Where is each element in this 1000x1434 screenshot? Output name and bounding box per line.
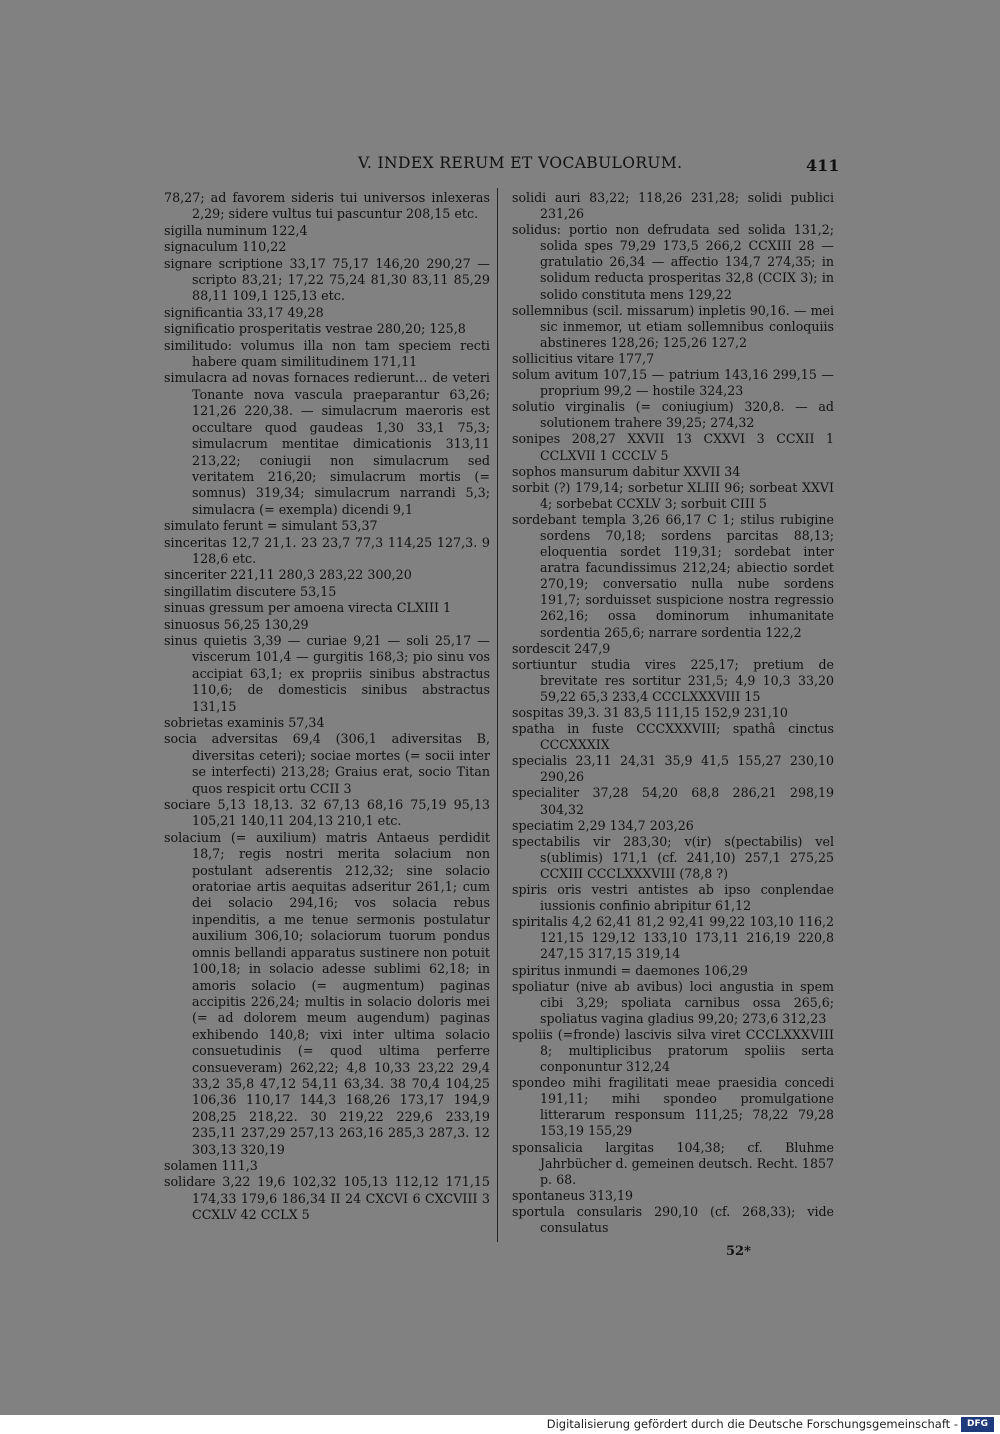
index-entry: sinus quietis 3,39 — curiae 9,21 — soli 25,17 — viscerum 101,4 — gurgitis 168,3; pio sinu vos accipiat 63,1; ex propriis sinibus abstractus 110,6; de domesticis sinibus abstractus 131,15	[164, 632, 490, 714]
index-entry: sigilla numinum 122,4	[164, 222, 308, 238]
index-entry: solidus: portio non defrudata sed solida 131,2; solida spes 79,29 173,5 266,2 CCXIII 28 — gratulatio 26,34 — affectio 134,7 274,35; in solidum reducta prosperitas 32,8 (CCIX 3); in solido constituta mens 129,22	[512, 222, 834, 302]
index-entry: sponsalicia largitas 104,38; cf. Bluhme Jahrbücher d. gemeinen deutsch. Recht. 1857 p. 68.	[512, 1139, 834, 1187]
index-entry: spiritalis 4,2 62,41 81,2 92,41 99,22 103,10 116,2 121,15 129,12 133,10 173,11 216,19 220,8 247,15 317,15 319,14	[512, 914, 834, 962]
index-entry: solidi auri 83,22; 118,26 231,28; solidi publici 231,26	[512, 190, 834, 222]
footer-bar	[0, 1415, 1000, 1434]
index-entry: solidare 3,22 19,6 102,32 105,13 112,12 171,15 174,33 179,6 186,34 II 24 CXCVI 6 CXCVIII 3 CCXLV 42 CCLX 5	[164, 1174, 490, 1223]
index-entry: sociare 5,13 18,13. 32 67,13 68,16 75,19 95,13 105,21 140,11 204,13 210,1 etc.	[164, 797, 490, 829]
index-entry: sospitas 39,3. 31 83,5 111,15 152,9 231,10	[512, 705, 788, 720]
index-entry: significantia 33,17 49,28	[164, 304, 324, 320]
index-entry: spectabilis vir 283,30; v(ir) s(pectabilis) vel s(ublimis) 171,1 (cf. 241,10) 257,1 275,25 CCXIII CCCLXXXVIII (78,8 ?)	[512, 833, 834, 881]
index-entry: sortiuntur studia vires 225,17; pretium de brevitate res sortitur 231,5; 4,9 10,3 33,20 59,22 65,3 233,4 CCCLXXXVIII 15	[512, 656, 834, 704]
index-entry: specialis 23,11 24,31 35,9 41,5 155,27 230,10 290,26	[512, 753, 834, 785]
index-entry: sophos mansurum dabitur XXVII 34	[512, 463, 741, 479]
index-entry: specialiter 37,28 54,20 68,8 286,21 298,19 304,32	[512, 785, 834, 817]
funding-notice: Digitalisierung gefördert durch die Deutsche Forschungsgemeinschaft -	[546, 1417, 958, 1431]
index-entry: similitudo: volumus illa non tam speciem recti habere quam similitudinem 171,11	[164, 337, 490, 370]
index-entry: solacium (= auxilium) matris Antaeus perdidit 18,7; regis nostri merita solacium non postulant adserentis 212,32; sine solacio oratoriae artis aequitas adseritur 261,1; cum dei solacio 294,16; vos solacia rebus inpenditis, a me tenue sermonis postulatur auxilium 306,10; solaciorum tuorum pondus omnis bellandi apparatus sustinere non potuit 100,18; in solacio adesse sublimi 62,18; in amoris solacio (= augmentum) paginas accipitis 226,24; multis in solacio doloris mei (= ad dolorem meum augendum) paginas exhibendo 140,8; vixi inter ultima solacio consuetudinis (= quod ultima perferre consueveram) 262,22; 4,8 10,33 23,22 29,4 33,2 35,8 47,12 54,11 63,34. 38 70,4 104,25 106,36 110,17 144,3 168,26 173,17 194,9 208,25 218,22. 30 219,22 229,6 233,19 235,11 237,29 257,13 263,16 285,3 287,3. 12 303,13 320,19	[164, 829, 490, 1157]
dfg-logo	[961, 1417, 994, 1432]
page-number: 411	[806, 156, 840, 175]
running-header	[0, 152, 1000, 178]
index-entry: sobrietas examinis 57,34	[164, 715, 325, 730]
index-entry: spoliatur (nive ab avibus) loci angustia in spem cibi 3,29; spoliata carnibus ossa 265,6; spoliatus vagina gladius 99,20; 273,6 312,23	[512, 978, 834, 1026]
index-entry: solamen 111,3	[164, 1157, 258, 1173]
index-entry: solum avitum 107,15 — patrium 143,16 299,15 — proprium 99,2 — hostile 324,23	[512, 367, 834, 399]
index-entry: sordescit 247,9	[512, 640, 611, 656]
index-entry: singillatim discutere 53,15	[164, 583, 337, 599]
index-entry: sinceriter 221,11 280,3 283,22 300,20	[164, 567, 412, 583]
index-entry: sinceritas 12,7 21,1. 23 23,7 77,3 114,25 127,3. 9 128,6 etc.	[164, 534, 490, 566]
index-entry: spondeo mihi fragilitati meae praesidia concedi 191,11; mihi spondeo promulgatione litterarum responsum 111,25; 78,22 79,28 153,19 155,29	[512, 1075, 834, 1139]
index-entry: signare scriptione 33,17 75,17 146,20 290,27 — scripto 83,21; 17,22 75,24 81,30 83,11 85,29 88,11 109,1 125,13 etc.	[164, 255, 490, 304]
index-entry: simulato ferunt = simulant 53,37	[164, 518, 378, 534]
column-divider	[497, 188, 498, 1242]
index-entry: sportula consularis 290,10 (cf. 268,33); vide consulatus	[512, 1203, 834, 1235]
index-entry: signaculum 110,22	[164, 239, 287, 255]
index-entry: spiris oris vestri antistes ab ipso conplendae iussionis confinio abripitur 61,12	[512, 882, 834, 914]
index-entry: simulacra ad novas fornaces redierunt… de veteri Tonante nova vascula praeparantur 63,26; 121,26 220,38. — simulacrum maeroris est occultare quod gaudeas 1,30 33,1 75,3; simulacrum mentitae dimicationis 313,11 213,22; coniugii non simulacrum sed veritatem 216,20; simulacrum mortis (= somnus) 319,34; simulacrum narrandi 5,3; simulacra (= exempla) dicendi 9,1	[164, 370, 490, 517]
index-entry: spatha in fuste CCCXXXVIII; spathâ cinctus CCCXXXIX	[512, 721, 834, 753]
index-entry: spiritus inmundi = daemones 106,29	[512, 962, 748, 978]
index-entry: sinuas gressum per amoena virecta CLXIII 1	[164, 600, 452, 616]
index-entry: solutio virginalis (= coniugium) 320,8. — ad solutionem trahere 39,25; 274,32	[512, 399, 834, 431]
index-entry: sinuosus 56,25 130,29	[164, 616, 309, 632]
index-column-left	[164, 190, 490, 1224]
index-entry: spontaneus 313,19	[512, 1187, 633, 1203]
index-entry: sollemnibus (scil. missarum) inpletis 90,16. — mei sic inmemor, ut etiam sollemnibus conloquiis abstineres 128,26; 125,26 127,2	[512, 302, 834, 350]
running-title: V. INDEX RERUM ET VOCABULORUM.	[358, 154, 683, 172]
index-entry: sordebant templa 3,26 66,17 C 1; stilus rubigine sordens 70,18; sordens parcitas 88,13; eloquentia sordet 119,31; sordebat inter aratra facundissimus 212,24; abiectio sordet 270,19; conversatio nulla nube sordens 191,7; sorduisset suspicione nostra regressio 262,16; ossa dominorum inhumanitate sordentia 265,6; narrare sordentia 122,2	[512, 511, 834, 640]
index-entry: speciatim 2,29 134,7 203,26	[512, 817, 694, 833]
index-entry: 78,27; ad favorem sideris tui universos inlexeras 2,29; sidere vultus tui pascuntur 208,15 etc.	[164, 190, 490, 222]
index-column-right	[512, 190, 834, 1236]
index-entry: significatio prosperitatis vestrae 280,20; 125,8	[164, 321, 466, 337]
signature-mark: 52*	[726, 1244, 751, 1259]
index-entry: sonipes 208,27 XXVII 13 CXXVI 3 CCXII 1 CCLXVII 1 CCCLV 5	[512, 431, 834, 463]
index-entry: socia adversitas 69,4 (306,1 adiversitas B, diversitas ceteri); sociae mortes (= socii inter se interfecti) 213,28; Graius erat, socio Titan quos respicit ortu CCII 3	[164, 731, 490, 796]
index-entry: sorbit (?) 179,14; sorbetur XLIII 96; sorbeat XXVI 4; sorbebat CCXLV 3; sorbuit CIII 5	[512, 479, 834, 511]
index-entry: spoliis (=fronde) lascivis silva viret CCCLXXXVIII 8; multiplicibus pratorum spoliis serta conponuntur 312,24	[512, 1026, 834, 1075]
index-entry: sollicitius vitare 177,7	[512, 350, 655, 366]
